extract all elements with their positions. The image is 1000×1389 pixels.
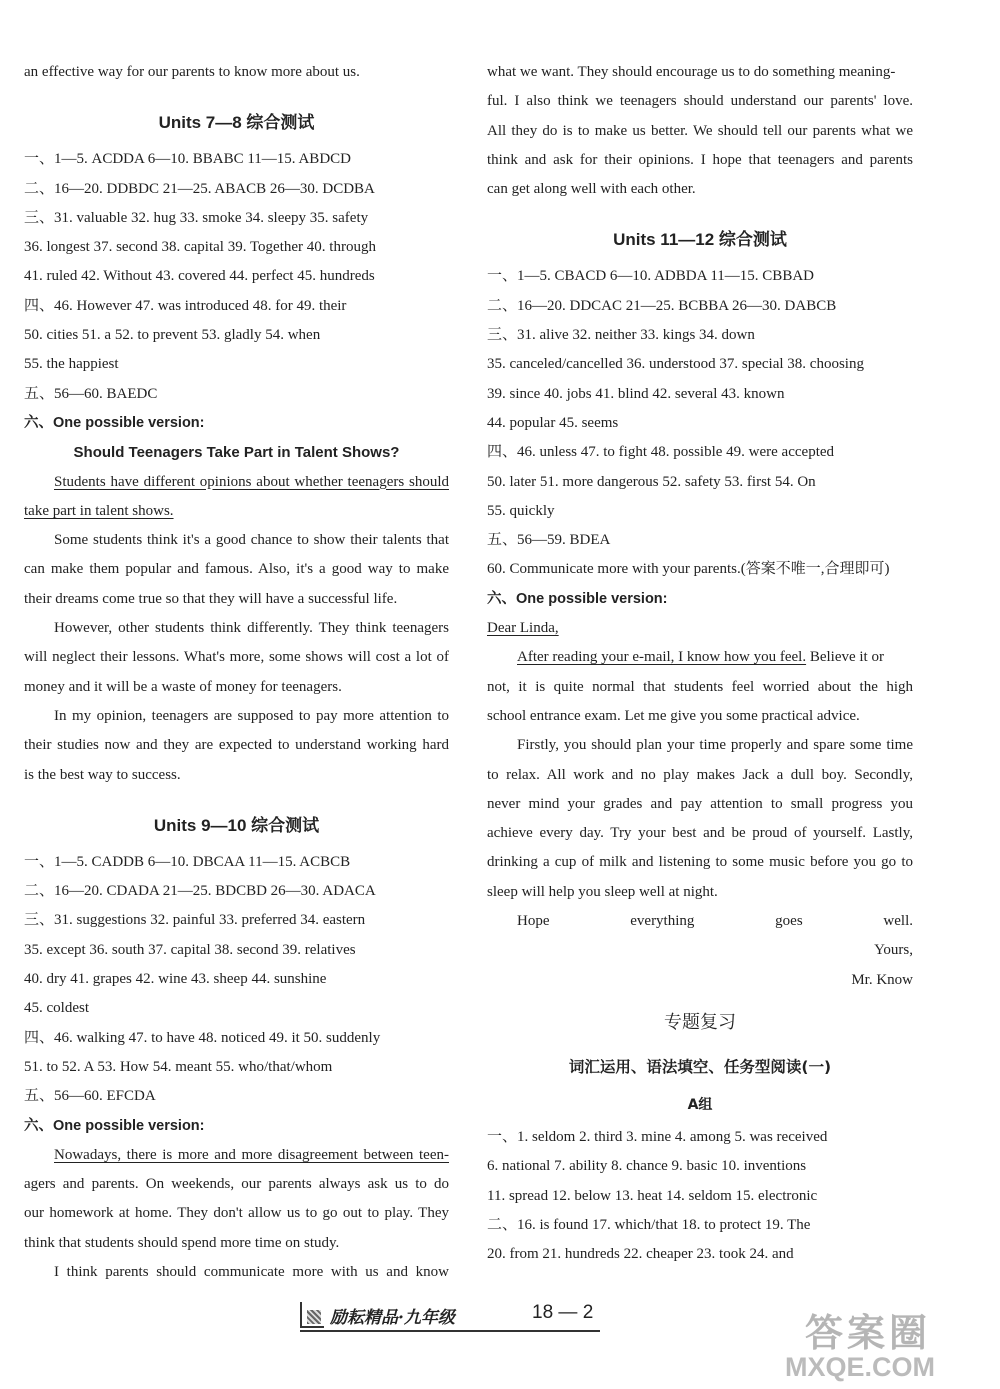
line-text: 三、31. valuable 32. hug 33. smoke 34. sleepy 35. safety — [24, 209, 369, 226]
line-text: money and it will be a waste of money for teenagers. — [24, 678, 342, 695]
line-text: Units 7—8 综合测试 — [158, 113, 315, 133]
line-text: 六、One possible version: — [487, 590, 668, 607]
line-text: 39. since 40. jobs 41. blind 42. several 43. known — [487, 385, 785, 402]
topic-subtitle — [487, 1047, 913, 1087]
text-line — [24, 292, 449, 321]
text-line — [24, 643, 449, 672]
line-text: 五、56—59. BDEA — [487, 532, 611, 549]
watermark-logo: 答案圈 — [805, 1311, 932, 1355]
text-line — [487, 1240, 913, 1269]
line-text: A组 — [687, 1096, 713, 1113]
line-text: agers and parents. On weekends, our parents always ask us to do — [24, 1176, 449, 1193]
text-line — [24, 321, 449, 350]
line-text: 六、One possible version: — [24, 1117, 205, 1134]
line-text: Firstly, you should plan your time properly and spare some time — [517, 737, 913, 754]
text-line — [24, 877, 449, 906]
line-text: think and ask for their opinions. I hope that teenagers and parents — [487, 151, 913, 168]
line-text: 六、One possible version: — [24, 414, 205, 431]
text-line — [24, 673, 449, 702]
paragraph-first-line — [24, 1258, 449, 1287]
watermark — [785, 1300, 1000, 1389]
line-text: 50. later 51. more dangerous 52. safety 53. first 54. On — [487, 473, 816, 490]
line-text: 51. to 52. A 53. How 54. meant 55. who/that/whom — [24, 1058, 333, 1075]
line-text: ful. I also think we teenagers should understand our parents' love. — [487, 93, 913, 110]
line-text: 一、1—5. ACDDA 6—10. BBABC 11—15. ABDCD — [24, 151, 351, 168]
line-text: In my opinion, teenagers are supposed to pay more attention to — [54, 707, 449, 724]
text-line — [487, 614, 913, 643]
paragraph-first-line — [24, 468, 449, 497]
text-line — [24, 1053, 449, 1082]
text-line — [24, 848, 449, 877]
text-line — [487, 350, 913, 379]
text-line — [24, 585, 449, 614]
line-text: Students have different opinions about whether teenagers should — [54, 473, 449, 490]
line-text: 专题复习 — [664, 1011, 736, 1033]
topic-review-title — [487, 999, 913, 1047]
line-text: Some students think it's a good chance to show their talents that — [54, 532, 449, 549]
paragraph-first-line — [24, 614, 449, 643]
text-line — [24, 1229, 449, 1258]
line-text: Units 11—12 综合测试 — [613, 230, 787, 250]
section-heading — [24, 804, 449, 848]
line-text: 二、16—20. DDCAC 21—25. BCBBA 26—30. DABCB — [487, 297, 837, 314]
text-line — [487, 761, 913, 790]
version-label — [24, 1112, 449, 1141]
paragraph-first-line — [24, 526, 449, 555]
text-line — [487, 819, 913, 848]
section-heading — [487, 218, 913, 262]
line-text: 6. national 7. ability 8. chance 9. basic 10. inventions — [487, 1158, 807, 1175]
line-text: 35. except 36. south 37. capital 38. second 39. relatives — [24, 941, 356, 958]
text-line — [487, 58, 913, 87]
text-line — [24, 145, 449, 174]
line-text: Hope everything goes well. — [517, 913, 913, 930]
text-line — [487, 117, 913, 146]
text-line — [487, 673, 913, 702]
section-heading — [24, 101, 449, 145]
line-text: take part in talent shows. — [24, 502, 174, 519]
text-line — [487, 380, 913, 409]
line-text: 40. dry 41. grapes 42. wine 43. sheep 44. sunshine — [24, 971, 327, 988]
line-text: 55. quickly — [487, 502, 555, 519]
line-text: 四、46. However 47. was introduced 48. for 49. their — [24, 297, 347, 314]
line-text: 三、31. alive 32. neither 33. kings 34. down — [487, 327, 755, 344]
line-text: 一、1—5. CBACD 6—10. ADBDA 11—15. CBBAD — [487, 268, 814, 285]
spacer — [487, 204, 913, 218]
text-line — [487, 409, 913, 438]
line-text: 50. cities 51. a 52. to prevent 53. gladly 54. when — [24, 327, 321, 344]
footer-brand: 励耘精品·九年级 — [330, 1308, 455, 1328]
paragraph-first-line — [487, 643, 913, 672]
text-line — [24, 233, 449, 262]
text-line — [24, 175, 449, 204]
spacer — [24, 87, 449, 101]
version-label — [487, 585, 913, 614]
line-text: 二、16—20. DDBDC 21—25. ABACB 26—30. DCDBA — [24, 180, 375, 197]
paragraph-first-line — [24, 702, 449, 731]
line-text: Dear Linda, — [487, 620, 559, 637]
line-text: never mind your grades and pay attention to small progress you — [487, 795, 913, 812]
line-text: However, other students think differently. They think teenagers — [54, 620, 449, 637]
line-text: 词汇运用、语法填空、任务型阅读(一) — [568, 1057, 832, 1076]
text-line — [487, 497, 913, 526]
text-line — [24, 555, 449, 584]
line-text: Units 9—10 综合测试 — [153, 815, 320, 835]
text-line — [24, 936, 449, 965]
line-text: 45. coldest — [24, 1000, 89, 1017]
line-text: 一、1. seldom 2. third 3. mine 4. among 5. was received — [487, 1128, 828, 1145]
spacer — [24, 790, 449, 804]
signature-line — [487, 966, 913, 995]
line-text: is the best way to success. — [24, 766, 181, 783]
line-text: 36. longest 37. second 38. capital 39. Together 40. through — [24, 239, 376, 256]
page-footer — [300, 1300, 640, 1330]
page-number: 18 — 2 — [532, 1302, 594, 1323]
text-line — [24, 994, 449, 1023]
line-text: an effective way for our parents to know more about us. — [24, 64, 360, 80]
essay-title — [24, 438, 449, 467]
text-line — [24, 906, 449, 935]
line-text: our homework at home. They don't allow us to go out to play. They — [24, 1205, 449, 1222]
text-line — [487, 555, 913, 584]
text-line — [487, 438, 913, 467]
line-text: 二、16. is found 17. which/that 18. to protect 19. The — [487, 1216, 811, 1233]
text-line — [487, 1182, 913, 1211]
paragraph-first-line — [487, 907, 913, 936]
text-line — [24, 1170, 449, 1199]
line-text: 一、1—5. CADDB 6—10. DBCAA 11—15. ACBCB — [24, 853, 351, 870]
underlined-phrase: After reading your e-mail, I know how you feel. — [517, 649, 807, 666]
publisher-logo — [300, 1302, 324, 1328]
footer-rule — [300, 1330, 600, 1332]
text-line — [487, 526, 913, 555]
paragraph-first-line — [487, 731, 913, 760]
paragraph-first-line — [24, 1141, 449, 1170]
text-line — [487, 702, 913, 731]
text-fragment: Believe it or — [806, 649, 884, 666]
line-text: 三、31. suggestions 32. painful 33. preferred 34. eastern — [24, 912, 366, 929]
text-line — [24, 262, 449, 291]
line-text: 55. the happiest — [24, 356, 119, 373]
text-line — [487, 848, 913, 877]
line-text: can make them popular and famous. Also, it's a good way to make — [24, 561, 449, 578]
text-line — [487, 468, 913, 497]
line-text: can get along well with each other. — [487, 181, 696, 198]
version-label — [24, 409, 449, 438]
line-text: 41. ruled 42. Without 43. covered 44. perfect 45. hundreds — [24, 268, 375, 285]
text-line — [24, 380, 449, 409]
line-text: 44. popular 45. seems — [487, 414, 619, 431]
line-text: 四、46. walking 47. to have 48. noticed 49. it 50. suddenly — [24, 1029, 381, 1046]
line-text: I think parents should communicate more with us and know — [54, 1263, 449, 1280]
line-text: 四、46. unless 47. to fight 48. possible 49. were accepted — [487, 444, 835, 461]
line-text: 60. Communicate more with your parents.(答案不唯一,合理即可) — [487, 561, 890, 578]
text-line — [487, 321, 913, 350]
text-line — [487, 292, 913, 321]
line-text: 20. from 21. hundreds 22. cheaper 23. took 24. and — [487, 1246, 794, 1263]
text-line — [487, 790, 913, 819]
text-line — [487, 87, 913, 116]
left-column — [24, 58, 449, 1287]
line-text: achieve every day. Try your best and be proud of yourself. Lastly, — [487, 825, 913, 842]
line-text: Yours, — [874, 942, 913, 959]
line-text: Mr. Know — [851, 971, 913, 988]
watermark-url: MXQE.COM — [785, 1352, 936, 1382]
text-line — [487, 262, 913, 291]
line-text: their dreams come true so that they will have a successful life. — [24, 590, 398, 607]
text-line — [24, 761, 449, 790]
text-line — [24, 497, 449, 526]
text-line — [487, 1152, 913, 1181]
line-text: think that students should spend more time on study. — [24, 1234, 340, 1251]
text-line — [24, 965, 449, 994]
line-text: 五、56—60. BAEDC — [24, 385, 158, 402]
line-text: 11. spread 12. below 13. heat 14. seldom 15. electronic — [487, 1187, 818, 1204]
line-text: 35. canceled/cancelled 36. understood 37. special 38. choosing — [487, 356, 864, 373]
line-text: All they do is to make us better. We should tell our parents what we — [487, 122, 913, 139]
line-text: 五、56—60. EFCDA — [24, 1088, 156, 1105]
text-line — [487, 1211, 913, 1240]
line-text: Should Teenagers Take Part in Talent Shows? — [73, 444, 400, 462]
text-line — [24, 350, 449, 379]
line-text: to relax. All work and no play makes Jack a dull boy. Secondly, — [487, 766, 913, 783]
line-text: not, it is quite normal that students feel worried about the high — [487, 678, 913, 695]
text-line — [24, 1024, 449, 1053]
line-text: Nowadays, there is more and more disagreement between teen- — [54, 1146, 449, 1163]
group-label — [487, 1087, 913, 1123]
right-column — [487, 58, 913, 1269]
line-text: will neglect their lessons. What's more, some shows will cost a lot of — [24, 649, 449, 666]
text-line — [487, 146, 913, 175]
text-line — [24, 58, 449, 87]
line-text: 二、16—20. CDADA 21—25. BDCBD 26—30. ADACA — [24, 883, 376, 900]
line-text: school entrance exam. Let me give you some practical advice. — [487, 707, 860, 724]
line-text: sleep will help you sleep well at night. — [487, 883, 718, 900]
text-line — [24, 1199, 449, 1228]
text-line — [487, 1123, 913, 1152]
text-line — [487, 175, 913, 204]
text-line — [24, 731, 449, 760]
text-line — [24, 1082, 449, 1111]
line-text: what we want. They should encourage us to do something meaning- — [487, 64, 896, 80]
signature-line — [487, 936, 913, 965]
text-line — [487, 878, 913, 907]
text-line — [24, 204, 449, 233]
line-text: their studies now and they are expected to understand working hard — [24, 737, 449, 754]
line-text: drinking a cup of milk and listening to some music before you go to — [487, 854, 913, 871]
